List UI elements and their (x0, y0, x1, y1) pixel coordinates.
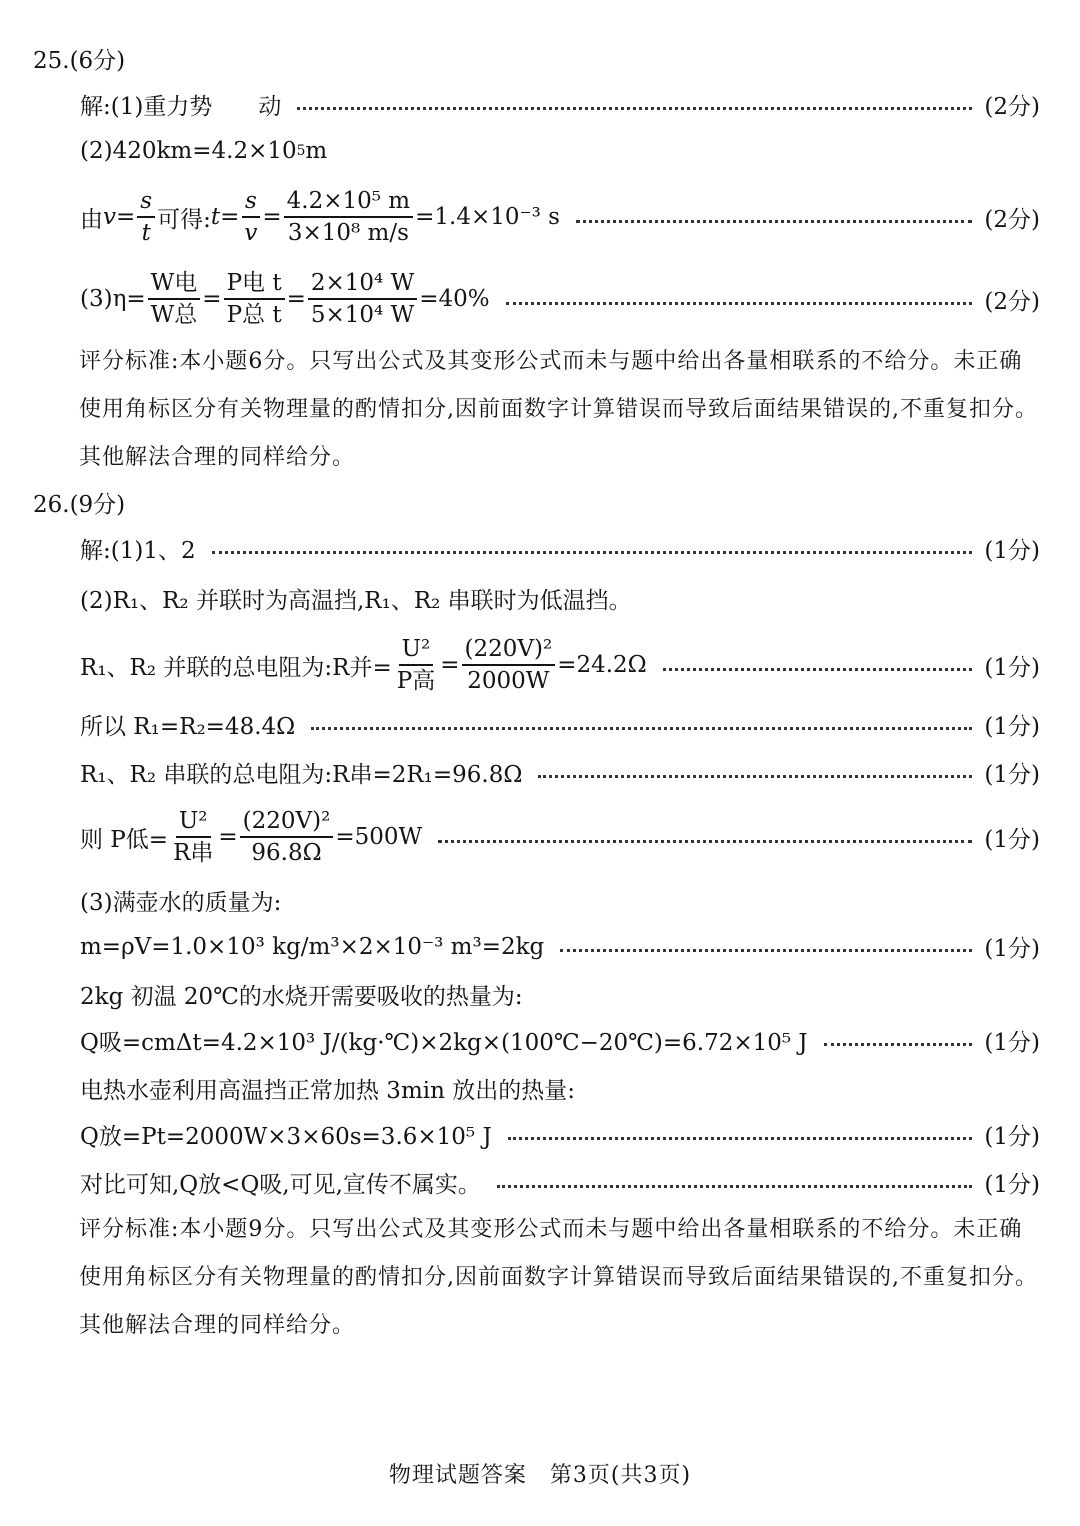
q25-criteria: 评分标准:本小题6分。只写出公式及其变形公式而未与题中给出各量相联系的不给分。未正确使用角标区分有关物理量的酌情扣分,因前面数字计算错误而导致后面结果错误的,不重复扣分。其他解法合理的同样给分。 (79, 349, 1038, 470)
leader-dots (508, 1137, 973, 1140)
q26-line-10: Q吸=cmΔt=4.2×10³ J/(kg·℃)×2kg×(100℃−20℃)=6.72×10⁵ J (1分) (80, 1024, 1040, 1057)
leader-dots (824, 1043, 973, 1046)
leader-dots (311, 727, 972, 730)
fraction: $\frac{s}{v}$ (241, 188, 260, 247)
q26-heading: 26.(9分) (33, 492, 126, 518)
score: (1分) (984, 1030, 1040, 1056)
q25-line-3 (80, 188, 1040, 247)
score: (1分) (984, 714, 1040, 740)
score: (1分) (984, 654, 1040, 681)
leader-dots (506, 302, 973, 305)
leader-dots (297, 107, 972, 110)
score: (1分) (984, 762, 1040, 788)
fraction: $\frac{\text{U²}}{\text{R串}}$ (173, 808, 214, 867)
q26-criteria: 评分标准:本小题9分。只写出公式及其变形公式而未与题中给出各量相联系的不给分。未正确使用角标区分有关物理量的酌情扣分,因前面数字计算错误而导致后面结果错误的,不重复扣分。其他解法合理的同样给分。 (79, 1217, 1038, 1338)
fraction: $\frac{\text{U²}}{\text{P高}}$ (396, 636, 436, 695)
leader-dots (560, 949, 972, 952)
score: (1分) (984, 826, 1040, 853)
leader-dots (663, 668, 973, 671)
score: (2分) (984, 206, 1040, 233)
formula-parallel-resistance: R₁、R₂ 并联的总电阻为:R并= $\frac{\text{U²}}{\text{P高}}$ = $\frac{\text{(220V)²}}{2000W}$ =24.2Ω (80, 636, 647, 695)
fraction: $\frac{\text{W电}}{\text{W总}}$ (148, 270, 201, 329)
q26-line-1: 解:(1)1、2 (1分) (80, 532, 1040, 565)
q25-line-2: (2)420km=4.2×10 5 m (80, 138, 328, 164)
formula-low-power: 则 P低= $\frac{\text{U²}}{\text{R串}}$ = $\frac{\text{(220V)²}}{96.8\Omega}$ =500W (80, 808, 423, 867)
fraction: $\frac{\text{4.2×10⁵ m}}{\text{3×10⁸ m/s}}$ (284, 188, 413, 247)
q26-line-2: (2)R₁、R₂ 并联时为高温挡,R₁、R₂ 串联时为低温挡。 (80, 588, 632, 614)
score: (1分) (984, 538, 1040, 564)
formula-efficiency: (3)η= $\frac{\text{W电}}{\text{W总}}$ = $\frac{\text{P电 t}}{\text{P总 t}}$ = $\frac{\text{2×10⁴ W}}{\text{5×10⁴ W}}$ =40% (80, 270, 490, 329)
q26-line-13: 对比可知,Q放<Q吸,可见,宣传不属实。 (1分) (80, 1166, 1040, 1199)
leader-dots (497, 1185, 972, 1188)
q26-line-4: 所以 R₁=R₂=48.4Ω (1分) (80, 708, 1040, 741)
q26-line-8: m=ρV=1.0×10³ kg/m³×2×10⁻³ m³=2kg (1分) (80, 930, 1040, 963)
fraction: $\frac{\text{2×10⁴ W}}{\text{5×10⁴ W}}$ (308, 270, 417, 329)
score: (1分) (984, 1172, 1040, 1198)
leader-dots (538, 775, 972, 778)
formula-speed: 由 v = $\frac{s}{t}$ 可得: t = $\frac{s}{v}$ = $\frac{\text{4.2×10⁵ m}}{\text{3×10⁸ m/s}}$ =1.4×10⁻³ s (80, 188, 560, 247)
fraction: $\frac{s}{t}$ (137, 188, 155, 247)
leader-dots (576, 220, 972, 223)
score: (2分) (984, 94, 1040, 120)
page-footer: 物理试题答案 第3页(共3页) (388, 1463, 692, 1488)
q26-line-7: (3)满壶水的质量为: (80, 890, 282, 916)
q25-line-4 (80, 270, 1040, 329)
fraction: $\frac{\text{(220V)²}}{2000W}$ (462, 636, 556, 695)
leader-dots (438, 840, 972, 843)
q26-line-9: 2kg 初温 20℃的水烧开需要吸收的热量为: (80, 984, 523, 1010)
q26-line-6 (80, 808, 1040, 867)
q26-line-12: Q放=Pt=2000W×3×60s=3.6×10⁵ J (1分) (80, 1118, 1040, 1151)
q26-line-3 (80, 636, 1040, 695)
q26-line-5: R₁、R₂ 串联的总电阻为:R串=2R₁=96.8Ω (1分) (80, 756, 1040, 789)
q25-heading: 25.(6分) (33, 48, 126, 74)
score: (2分) (984, 288, 1040, 315)
fraction: $\frac{\text{(220V)²}}{96.8\Omega}$ (240, 808, 334, 867)
score: (1分) (984, 1124, 1040, 1150)
fraction: $\frac{\text{P电 t}}{\text{P总 t}}$ (224, 270, 285, 329)
q26-line-11: 电热水壶利用高温挡正常加热 3min 放出的热量: (80, 1078, 575, 1104)
score: (1分) (984, 936, 1040, 962)
q25-line-1: 解:(1)重力势 动 (2分) (80, 88, 1040, 121)
leader-dots (212, 551, 973, 554)
